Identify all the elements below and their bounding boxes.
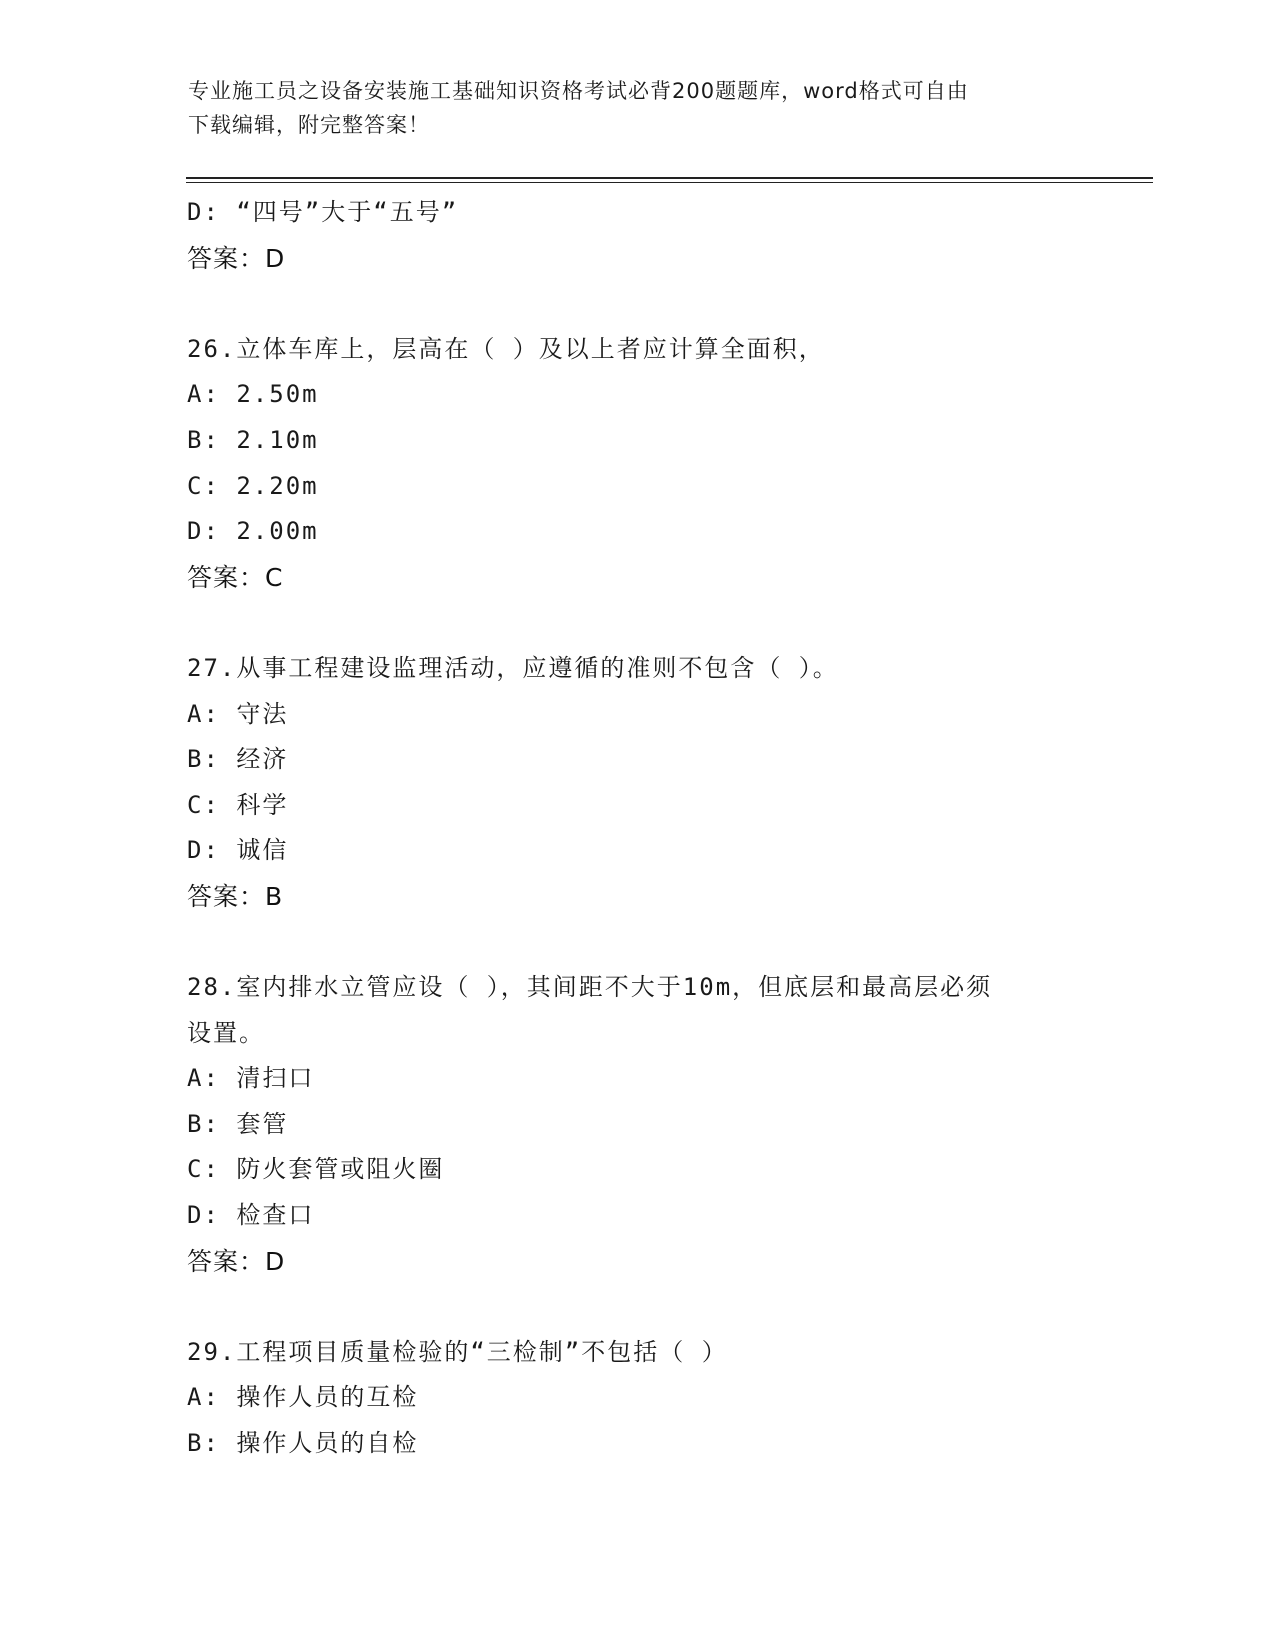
question-29 <box>187 1330 1107 1467</box>
header-divider-thin <box>186 182 1153 183</box>
option-b: B: 操作人员的自检 <box>187 1429 419 1458</box>
option-d: D: 诚信 <box>187 836 289 865</box>
answer: 答案：D <box>187 1246 286 1276</box>
question-28 <box>187 965 1107 1284</box>
option-b: B: 2.10m <box>187 425 319 454</box>
option-a: A: 操作人员的互检 <box>187 1383 419 1412</box>
spacer <box>187 1284 1107 1330</box>
answer: 答案：B <box>187 881 284 911</box>
question-list <box>187 190 1107 1467</box>
option-a: A: 2.50m <box>187 380 319 409</box>
spacer <box>187 920 1107 966</box>
spacer <box>187 281 1107 327</box>
question-text: 27.从事工程建设监理活动，应遵循的准则不包含（ ）。 <box>187 653 839 682</box>
header-title-line-2: 下载编辑，附完整答案！ <box>188 113 430 137</box>
option-a: A: 清扫口 <box>187 1064 315 1093</box>
spacer <box>187 600 1107 646</box>
option-c: C: 2.20m <box>187 471 319 500</box>
question-text-line-2: 设置。 <box>187 1018 265 1047</box>
question-text: 26.立体车库上，层高在（ ）及以上者应计算全面积， <box>187 334 825 363</box>
option-c: C: 科学 <box>187 790 289 819</box>
question-text: 29.工程项目质量检验的“三检制”不包括（ ） <box>187 1337 728 1366</box>
option-d: D: 检查口 <box>187 1201 315 1230</box>
option-b: B: 经济 <box>187 745 289 774</box>
option-d: D: 2.00m <box>187 517 319 546</box>
document-header <box>188 74 1068 142</box>
question-26 <box>187 327 1107 601</box>
option-a: A: 守法 <box>187 699 289 728</box>
prev-answer: 答案：D <box>187 243 286 273</box>
header-divider-thick <box>186 177 1153 179</box>
question-text-line-1: 28.室内排水立管应设（ ），其间距不大于10m，但底层和最高层必须 <box>187 973 993 1002</box>
question-27 <box>187 646 1107 920</box>
option-b: B: 套管 <box>187 1109 289 1138</box>
option-c: C: 防火套管或阻火圈 <box>187 1155 445 1184</box>
answer: 答案：C <box>187 562 284 592</box>
prev-option-d: D: “四号”大于“五号” <box>187 198 459 226</box>
header-title-line-1: 专业施工员之设备安装施工基础知识资格考试必背200题题库，word格式可自由 <box>188 79 969 103</box>
